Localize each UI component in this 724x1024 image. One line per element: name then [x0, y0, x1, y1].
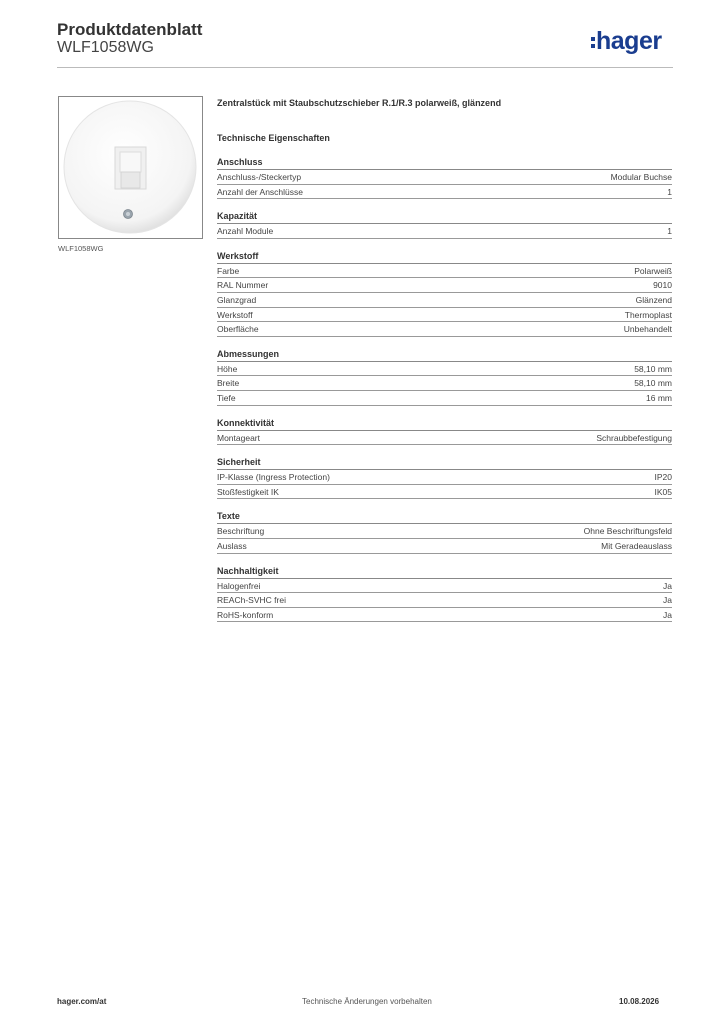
spec-label: REACh-SVHC frei [217, 595, 286, 606]
footer-notice: Technische Änderungen vorbehalten [302, 997, 432, 1006]
article-number: WLF1058WG [57, 39, 154, 56]
spec-label: Werkstoff [217, 309, 253, 320]
footer-date: 10.08.2026 [619, 997, 660, 1006]
spec-value: 58,10 mm [634, 378, 672, 389]
spec-value: Thermoplast [624, 309, 672, 320]
spec-label: Tiefe [217, 392, 236, 403]
spec-section [217, 156, 672, 199]
socket-cover-icon [59, 97, 202, 238]
spec-value: 1 [667, 186, 672, 197]
section-heading: Konnektivität [217, 417, 672, 431]
spec-label: RoHS-konform [217, 609, 274, 620]
spec-label: Glanzgrad [217, 294, 257, 305]
spec-label: Anschluss-/Steckertyp [217, 172, 302, 182]
spec-value: Ohne Beschriftungsfeld [583, 526, 672, 537]
spec-row [217, 293, 672, 308]
spec-value: IK05 [654, 486, 672, 497]
header-divider [57, 67, 673, 68]
product-title: Zentralstück mit Staubschutzschieber R.1/R.3 polarweiß, glänzend [217, 98, 502, 108]
spec-label: Höhe [217, 363, 238, 374]
spec-value: Schraubbefestigung [596, 432, 672, 443]
product-image-caption: WLF1058WG [58, 244, 104, 253]
spec-row [217, 362, 672, 377]
logo-wordmark: hager [596, 27, 662, 55]
spec-row [217, 264, 672, 279]
spec-row [217, 539, 672, 554]
spec-label: Anzahl Module [217, 226, 274, 237]
spec-row [217, 579, 672, 594]
spec-value: Mit Geradeauslass [601, 540, 672, 551]
spec-row [217, 170, 672, 185]
spec-value: Modular Buchse [610, 172, 672, 182]
spec-value: 1 [667, 226, 672, 237]
spec-section [217, 210, 672, 239]
spec-value: Polarweiß [634, 265, 672, 276]
spec-value: Ja [663, 595, 672, 606]
spec-label: Stoßfestigkeit IK [217, 486, 279, 497]
spec-row [217, 185, 672, 200]
spec-section [217, 565, 672, 623]
spec-sections [217, 156, 672, 622]
hager-logo [591, 28, 662, 54]
spec-row [217, 376, 672, 391]
spec-value: 16 mm [646, 392, 672, 403]
header-title: Produktdatenblatt [57, 20, 203, 39]
spec-section [217, 456, 672, 499]
spec-value: 9010 [653, 280, 672, 291]
spec-label: Farbe [217, 265, 240, 276]
spec-row [217, 278, 672, 293]
section-heading: Kapazität [217, 210, 672, 224]
spec-row [217, 391, 672, 406]
spec-row [217, 593, 672, 608]
spec-value: Unbehandelt [623, 324, 672, 335]
logo-dots-icon [591, 37, 595, 48]
section-heading: Sicherheit [217, 456, 672, 470]
spec-row [217, 485, 672, 500]
spec-label: IP-Klasse (Ingress Protection) [217, 472, 330, 483]
spec-value: Ja [663, 580, 672, 591]
spec-row [217, 308, 672, 323]
section-heading: Anschluss [217, 156, 672, 170]
spec-section [217, 250, 672, 337]
spec-label: Auslass [217, 540, 247, 551]
section-heading: Werkstoff [217, 250, 672, 264]
section-heading: Nachhaltigkeit [217, 565, 672, 579]
spec-label: Breite [217, 378, 240, 389]
section-heading: Texte [217, 510, 672, 524]
tech-properties-title: Technische Eigenschaften [217, 133, 330, 143]
spec-value: IP20 [654, 472, 672, 483]
section-heading: Abmessungen [217, 348, 672, 362]
spec-content [217, 96, 672, 622]
spec-row [217, 470, 672, 485]
spec-label: Anzahl der Anschlüsse [217, 186, 303, 197]
spec-label: Beschriftung [217, 526, 265, 537]
spec-label: Montageart [217, 432, 260, 443]
spec-label: RAL Nummer [217, 280, 269, 291]
spec-row [217, 431, 672, 446]
spec-row [217, 224, 672, 239]
spec-value: 58,10 mm [634, 363, 672, 374]
spec-section [217, 510, 672, 553]
spec-value: Ja [663, 609, 672, 620]
spec-section [217, 417, 672, 446]
spec-label: Oberfläche [217, 324, 259, 335]
spec-label: Halogenfrei [217, 580, 261, 591]
spec-row [217, 608, 672, 623]
product-image [58, 96, 203, 239]
spec-value: Glänzend [635, 294, 672, 305]
footer-website: hager.com/at [57, 997, 107, 1006]
spec-row [217, 322, 672, 337]
spec-row [217, 524, 672, 539]
spec-section [217, 348, 672, 406]
